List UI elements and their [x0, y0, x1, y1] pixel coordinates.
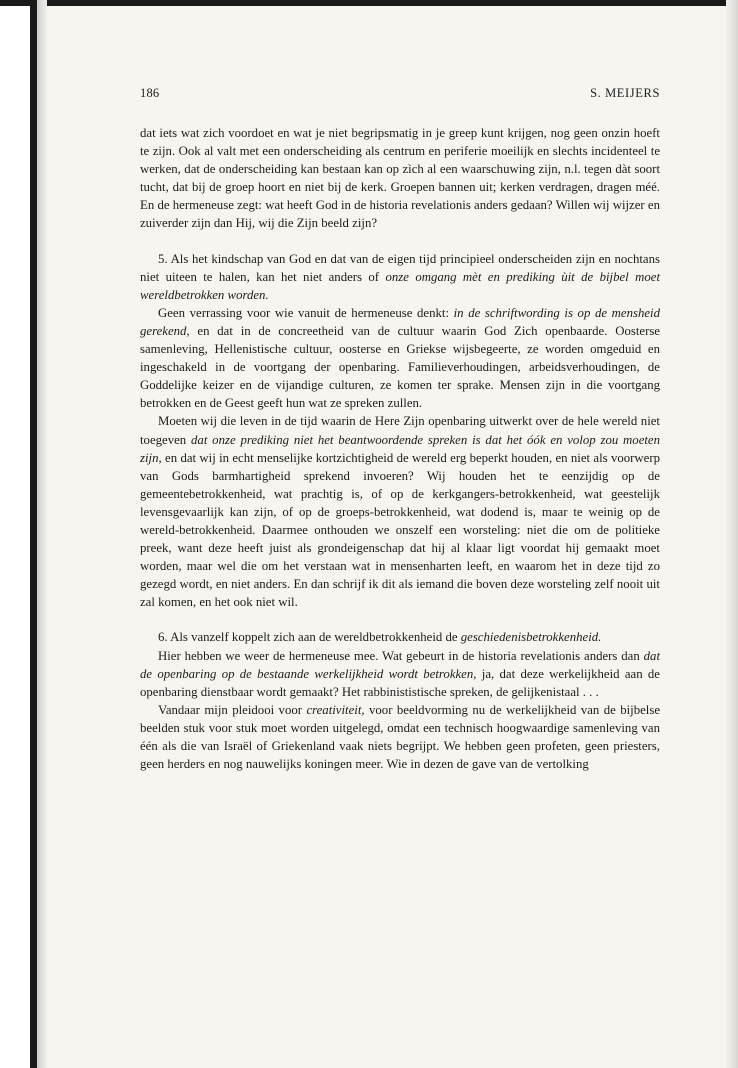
text-run: Hier hebben we weer de hermeneuse mee. Wat gebeurt in de historia revelationis anders dan	[158, 648, 644, 663]
text-run: 5. Als het kindschap van God en dat van de eigen tijd principieel onderscheiden zijn en nochtans niet uiteen te halen, kan het niet anders of	[140, 251, 660, 284]
emphasis-run: dat onze prediking niet het beantwoordende spreken is dat het óók en volop zou moeten zijn,	[140, 432, 661, 465]
emphasis-run: geschiedenisbetrokkenheid.	[460, 630, 602, 645]
text-run: Geen verrassing voor wie vanuit de hermeneuse denkt:	[158, 305, 454, 320]
paragraph-hermeneuse	[140, 304, 660, 413]
paragraph-world-involvement	[140, 412, 660, 611]
emphasis-run: in de schriftwording is op de mensheid gerekend,	[140, 305, 660, 338]
section-gap	[140, 233, 660, 250]
text-run: 6. Als vanzelf koppelt zich aan de wereldbetrokkenheid de	[158, 630, 461, 645]
text-run: Moeten wij die leven in de tijd waarin de Here Zijn openbaring uitwerkt over de hele wereld niet toegeven	[140, 414, 660, 447]
paragraph-historia	[140, 647, 660, 701]
emphasis-run: onze omgang mèt en prediking ùit de bijbel moet wereldbetrokken worden.	[140, 269, 660, 302]
text-run: en dat in de concreetheid van de cultuur waarin God Zich openbaarde. Oosterse samenleving, Hellenistische cultuur, oosterse en Griekse wijsbegeerte, ze worden omgeduid en ingeschakeld in de voortgang der openbaring. Familieverhoudingen, arbeidsverhoudingen, de Goddelijke keizer en de vijandige culturen, ze komen ter sprake. Mensen zijn in die voortgang betrokken en de Geest geeft hun wat ze spreken zullen.	[140, 323, 660, 411]
paragraph-creativiteit	[140, 701, 660, 773]
emphasis-run: creativiteit,	[306, 702, 365, 717]
page-number: 186	[140, 86, 160, 100]
text-run: voor beeldvorming nu de werkelijkheid van de bijbelse beelden stuk voor stuk moet worden uitgelegd, omdat een technisch hoogwaardige samenleving van één als die van Israël of Griekenland vaak niets begrijpt. We hebben geen profeten, geen priesters, geen herders en nog nauwelijks koningen meer. Wie in dezen de gave van de vertolking	[140, 702, 661, 772]
paragraph-continuation: dat iets wat zich voordoet en wat je niet begripsmatig in je greep kunt krijgen, nog geen onzin hoeft te zijn. Ook al valt met een onderscheiding als centrum en periferie moeilijk en slechts incidenteel te werken, dat de onderscheiding kan bestaan kan op zìch al een waarschuwing zijn, n.l. tegen dàt soort tucht, dat bij de groep hoort en niet bij de kerk. Groepen bannen uit; kerken verdragen, dragen méé. En de hermeneuse zegt: wat heeft God in de historia revelationis anders gedaan? Willen wij wijzer en zuiverder zijn dan Hij, wij die Zijn beeld zijn?	[140, 126, 660, 231]
paragraph-section-5	[140, 250, 660, 304]
emphasis-run: dat de openbaring op de bestaande werkelijkheid wordt betrokken,	[140, 648, 660, 681]
text-run: Vandaar mijn pleidooi voor	[158, 702, 307, 717]
running-head	[140, 84, 660, 104]
text-run: en dat wij in echt menselijke kortzichtigheid de wereld erg beperkt houden, en niet als voorwerp van Gods barmhartigheid sprekend invoeren? Wij houden het te eenzijdig op de gemeentebetrokkenheid, wat prachtig is, of op de kerkgangers-betrokkenheid, wat geestelijk levensgevaarlijk kan zijn, of op de groeps-betrokkenheid, wat dodend is, maar te weinig op de wereld-betrokkenheid. Daarmee onthouden we onszelf een worsteling: niet die om de politieke preek, want deze heeft juist als grondeigenschap dat hij al klaar ligt voordat hij gemaakt moet worden, maar wel die om het verstaan wat in mensenharten leeft, en waarom het in deze tijd zo gezegd wordt, en niet anders. En dan schrijf ik dit als iemand die boven deze worsteling zelf nooit uit zal komen, en het ook niet wil.	[140, 450, 660, 610]
text-run: ja, dat deze werkelijkheid aan de openbaring dienstbaar wordt gemaakt? Het rabbinististische spreken, de gelijkenistaal . . .	[140, 666, 660, 699]
binding-shadow	[37, 0, 47, 1068]
paragraph-section-6	[140, 628, 660, 646]
section-gap	[140, 611, 660, 628]
page-content	[140, 84, 660, 773]
scan-left-edge	[30, 0, 37, 1068]
right-edge-shadow	[726, 0, 738, 1068]
running-head-author: S. MEIJERS	[590, 86, 660, 100]
